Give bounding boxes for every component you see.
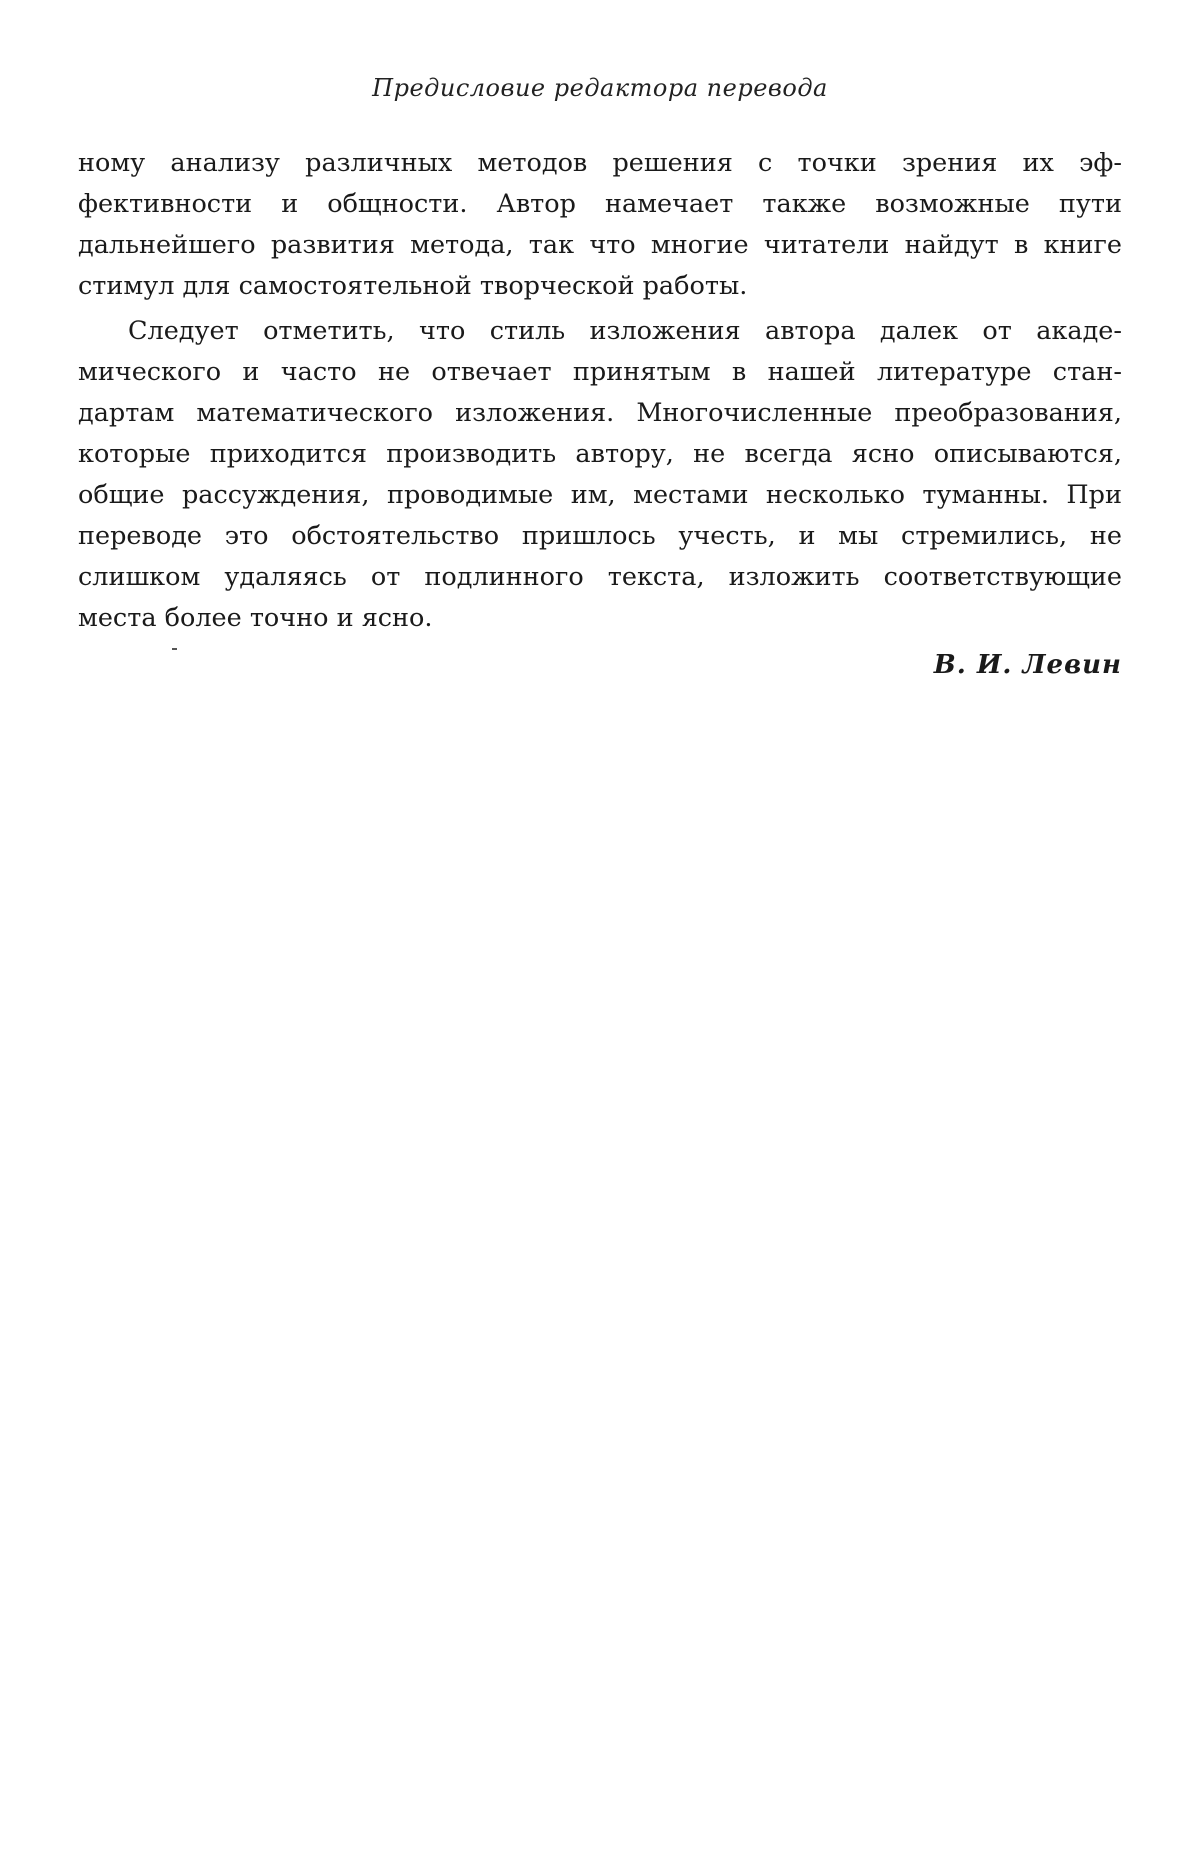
paragraph-2-line-2: мического и часто не отвечает принятым в нашей литературе стан-: [78, 357, 1122, 387]
paragraph-2-line-6: переводе это обстоятельство пришлось учесть, и мы стремились, не: [78, 521, 1122, 551]
paragraph-2-line-1: Следует отметить, что стиль изложения автора далек от акаде-: [128, 316, 1122, 346]
paragraph-1-line-4: стимул для самостоятельной творческой работы.: [78, 271, 748, 301]
paragraph-1-line-3: дальнейшего развития метода, так что многие читатели найдут в книге: [78, 230, 1122, 260]
paragraph-2-line-7: слишком удаляясь от подлинного текста, изложить соответствующие: [78, 562, 1122, 592]
paragraph-2-line-5: общие рассуждения, проводимые им, местами несколько туманны. При: [78, 480, 1122, 510]
paragraph-1-line-2: фективности и общности. Автор намечает также возможные пути: [78, 189, 1122, 219]
running-title: Предисловие редактора перевода: [372, 74, 828, 102]
paragraph-2-line-3: дартам математического изложения. Многочисленные преобразования,: [78, 398, 1122, 428]
author-signature: В. И. Левин: [933, 650, 1122, 680]
scan-speck: [172, 648, 177, 650]
paragraph-2-line-4: которые приходится производить автору, не всегда ясно описываются,: [78, 439, 1122, 469]
paragraph-1-line-1: ному анализу различных методов решения с точки зрения их эф-: [78, 148, 1122, 178]
paragraph-2-line-8: места более точно и ясно.: [78, 603, 433, 633]
